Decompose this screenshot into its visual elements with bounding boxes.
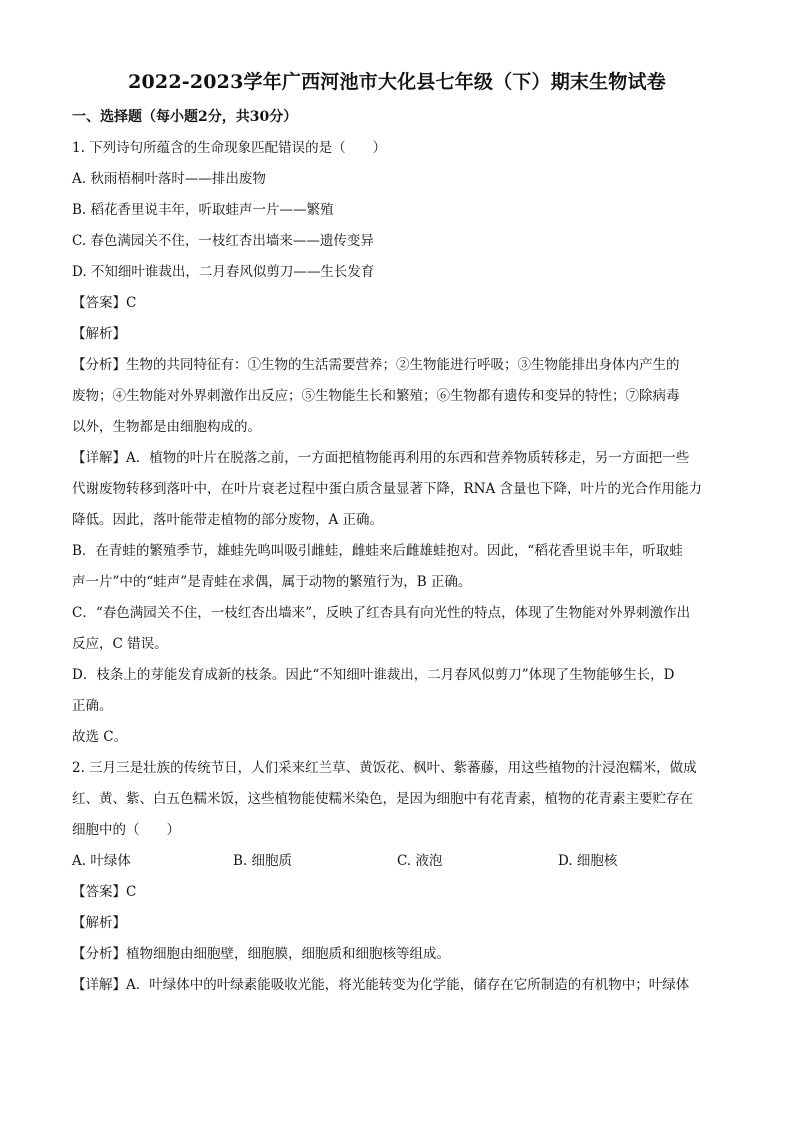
document-body bbox=[72, 104, 724, 1003]
fenxi-line bbox=[72, 941, 724, 972]
xiangjie-tag: 【详解】 bbox=[72, 450, 126, 466]
xiangjie-text: C．“春色满园关不住，一枝红杏出墙来”，反映了红杏具有向光性的特点，体现了生物能对外界刺激作出 bbox=[72, 605, 691, 621]
fenxi-line bbox=[72, 352, 724, 383]
option-b: B. 稻花香里说丰年，听取蛙声一片——繁殖 bbox=[72, 202, 334, 218]
fenxi-text: 以外，生物都是由细胞构成的。 bbox=[72, 419, 261, 435]
fenxi-text: 植物细胞由细胞壁，细胞膜，细胞质和细胞核等组成。 bbox=[126, 946, 450, 962]
xiangjie-text: 代谢废物转移到落叶中，在叶片衰老过程中蛋白质含量显著下降，RNA 含量也下降，叶片的光合作用能力 bbox=[72, 481, 703, 497]
option-c: C. 春色满园关不住，一枝红杏出墙来——遗传变异 bbox=[72, 233, 374, 249]
option-b: B. 细胞质 bbox=[233, 853, 293, 869]
xiangjie-line bbox=[72, 972, 724, 1003]
analysis-tag: 【解析】 bbox=[72, 915, 126, 931]
xiangjie-text: A．叶绿体中的叶绿素能吸收光能，将光能转变为化学能，储存在它所制造的有机物中；叶绿体 bbox=[126, 977, 690, 993]
fenxi-text: 废物；④生物能对外界刺激作出反应；⑤生物能生长和繁殖；⑥生物都有遗传和变异的特性；⑦除病毒 bbox=[72, 388, 680, 404]
xiangjie-text: 降低。因此，落叶能带走植物的部分废物，A 正确。 bbox=[72, 512, 384, 528]
question-stem: 1. 下列诗句所蕴含的生命现象匹配错误的是（ ） bbox=[72, 140, 387, 156]
option-a: A. 秋雨梧桐叶落时——排出废物 bbox=[72, 171, 266, 187]
question-stem: 红、黄、紫、白五色糯米饭，这些植物能使糯米染色，是因为细胞中有花青素，植物的花青素主要贮存在 bbox=[72, 791, 693, 807]
answer-tag: 【答案】 bbox=[72, 295, 126, 311]
fenxi-text: 生物的共同特征有：①生物的生活需要营养；②生物能进行呼吸；③生物能排出身体内产生的 bbox=[126, 357, 680, 373]
analysis-tag: 【解析】 bbox=[72, 326, 126, 342]
xiangjie-text: D．枝条上的芽能发育成新的枝条。因此“不知细叶谁裁出，二月春风似剪刀”体现了生物能够生长，D bbox=[72, 667, 675, 683]
option-c: C. 液泡 bbox=[397, 853, 443, 869]
answer-value: C bbox=[126, 884, 137, 900]
xiangjie-text: 正确。 bbox=[72, 698, 113, 714]
xiangjie-text: A．植物的叶片在脱落之前，一方面把植物能再利用的东西和营养物质转移走，另一方面把一些 bbox=[126, 450, 690, 466]
option-a: A. 叶绿体 bbox=[72, 853, 131, 869]
question-1 bbox=[72, 135, 724, 755]
answer-value: C bbox=[126, 295, 137, 311]
fenxi-tag: 【分析】 bbox=[72, 357, 126, 373]
xiangjie-line bbox=[72, 445, 724, 476]
xiangjie-text: B．在青蛙的繁殖季节，雄蛙先鸣叫吸引雌蛙，雌蛙来后雌雄蛙抱对。因此，“稻花香里说丰年，听取蛙 bbox=[72, 543, 683, 559]
answer-tag: 【答案】 bbox=[72, 884, 126, 900]
document-title: 2022-2023学年广西河池市大化县七年级（下）期末生物试卷 bbox=[128, 71, 666, 93]
question-stem: 2. 三月三是壮族的传统节日，人们采来红兰草、黄饭花、枫叶、紫蕃藤，用这些植物的汁浸泡糯米，做成 bbox=[72, 760, 697, 776]
question-stem: 细胞中的（ ） bbox=[72, 822, 180, 838]
option-d: D. 细胞核 bbox=[558, 853, 618, 869]
xiangjie-text: 声一片”中的“蛙声”是青蛙在求偶，属于动物的繁殖行为，B 正确。 bbox=[72, 574, 472, 590]
question-2 bbox=[72, 755, 724, 1003]
answer-line bbox=[72, 290, 724, 321]
options-row bbox=[72, 848, 724, 879]
xiangjie-tag: 【详解】 bbox=[72, 977, 126, 993]
section-heading: 一、选择题（每小题2分，共30分） bbox=[72, 109, 298, 125]
xiangjie-text: 反应，C 错误。 bbox=[72, 636, 168, 652]
option-d: D. 不知细叶谁裁出，二月春风似剪刀——生长发育 bbox=[72, 264, 375, 280]
conclusion-text: 故选 C。 bbox=[72, 729, 128, 745]
answer-line bbox=[72, 879, 724, 910]
fenxi-tag: 【分析】 bbox=[72, 946, 126, 962]
